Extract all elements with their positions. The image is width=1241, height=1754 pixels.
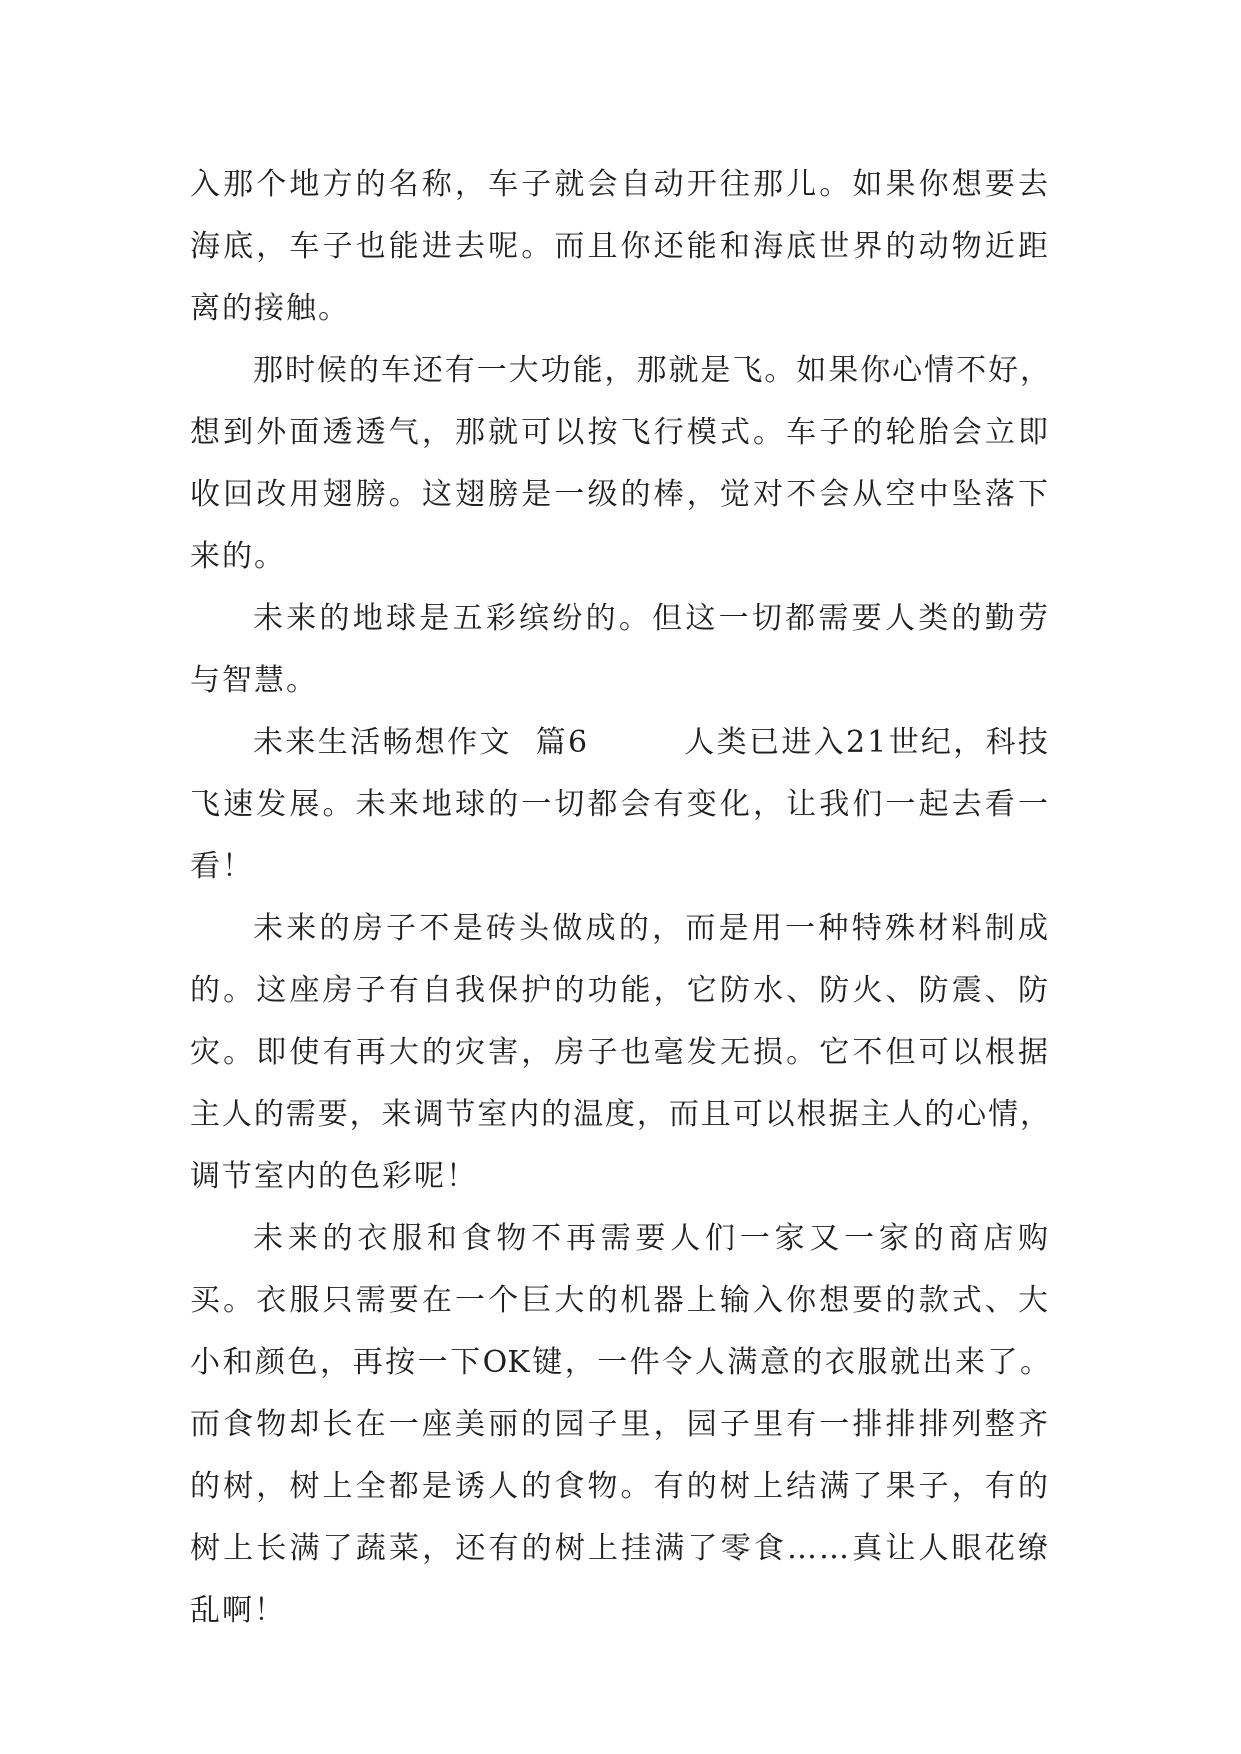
text-line: 海底，车子也能进去呢。而且你还能和海底世界的动物近距 [190, 229, 1050, 264]
text-line: 与智慧。 [190, 663, 318, 698]
paragraph-start-line: 那时候的车还有一大功能，那就是飞。如果你心情不好， [253, 353, 1050, 388]
paragraph-start-line: 未来的房子不是砖头做成的，而是用一种特殊材料制成 [253, 911, 1050, 946]
text-line: 乱啊！ [190, 1593, 286, 1628]
text-line: 收回改用翅膀。这翅膀是一级的棒，觉对不会从空中坠落下 [190, 477, 1050, 512]
text-line: 的。这座房子有自我保护的功能，它防水、防火、防震、防 [190, 973, 1050, 1008]
text-line: 小和颜色，再按一下OK键，一件令人满意的衣服就出来了。 [190, 1345, 1050, 1380]
paragraph-start-line: 未来的地球是五彩缤纷的。但这一切都需要人类的勤劳 [253, 601, 1050, 636]
text-line: 买。衣服只需要在一个巨大的机器上输入你想要的款式、大 [190, 1283, 1050, 1318]
text-line: 飞速发展。未来地球的一切都会有变化，让我们一起去看一 [190, 787, 1050, 822]
text-line: 的树，树上全都是诱人的食物。有的树上结满了果子，有的 [190, 1469, 1050, 1504]
text-line: 灾。即使有再大的灾害，房子也毫发无损。它不但可以根据 [190, 1035, 1050, 1070]
text-line: 想到外面透透气，那就可以按飞行模式。车子的轮胎会立即 [190, 415, 1050, 450]
section-heading-line: 未来生活畅想作文 篇6 人类已进入21世纪，科技 [253, 725, 1050, 760]
text-line: 入那个地方的名称，车子就会自动开往那儿。如果你想要去 [190, 167, 1050, 202]
text-line: 而食物却长在一座美丽的园子里，园子里有一排排排列整齐 [190, 1407, 1050, 1442]
text-line: 看！ [190, 849, 254, 884]
text-line: 来的。 [190, 539, 286, 574]
text-line: 主人的需要，来调节室内的温度，而且可以根据主人的心情， [190, 1097, 1050, 1132]
paragraph-start-line: 未来的衣服和食物不再需要人们一家又一家的商店购 [253, 1221, 1050, 1256]
text-line: 离的接触。 [190, 291, 350, 326]
text-line: 树上长满了蔬菜，还有的树上挂满了零食……真让人眼花缭 [190, 1531, 1050, 1566]
body-text [190, 154, 1050, 1642]
text-line: 调节室内的色彩呢！ [190, 1159, 478, 1194]
